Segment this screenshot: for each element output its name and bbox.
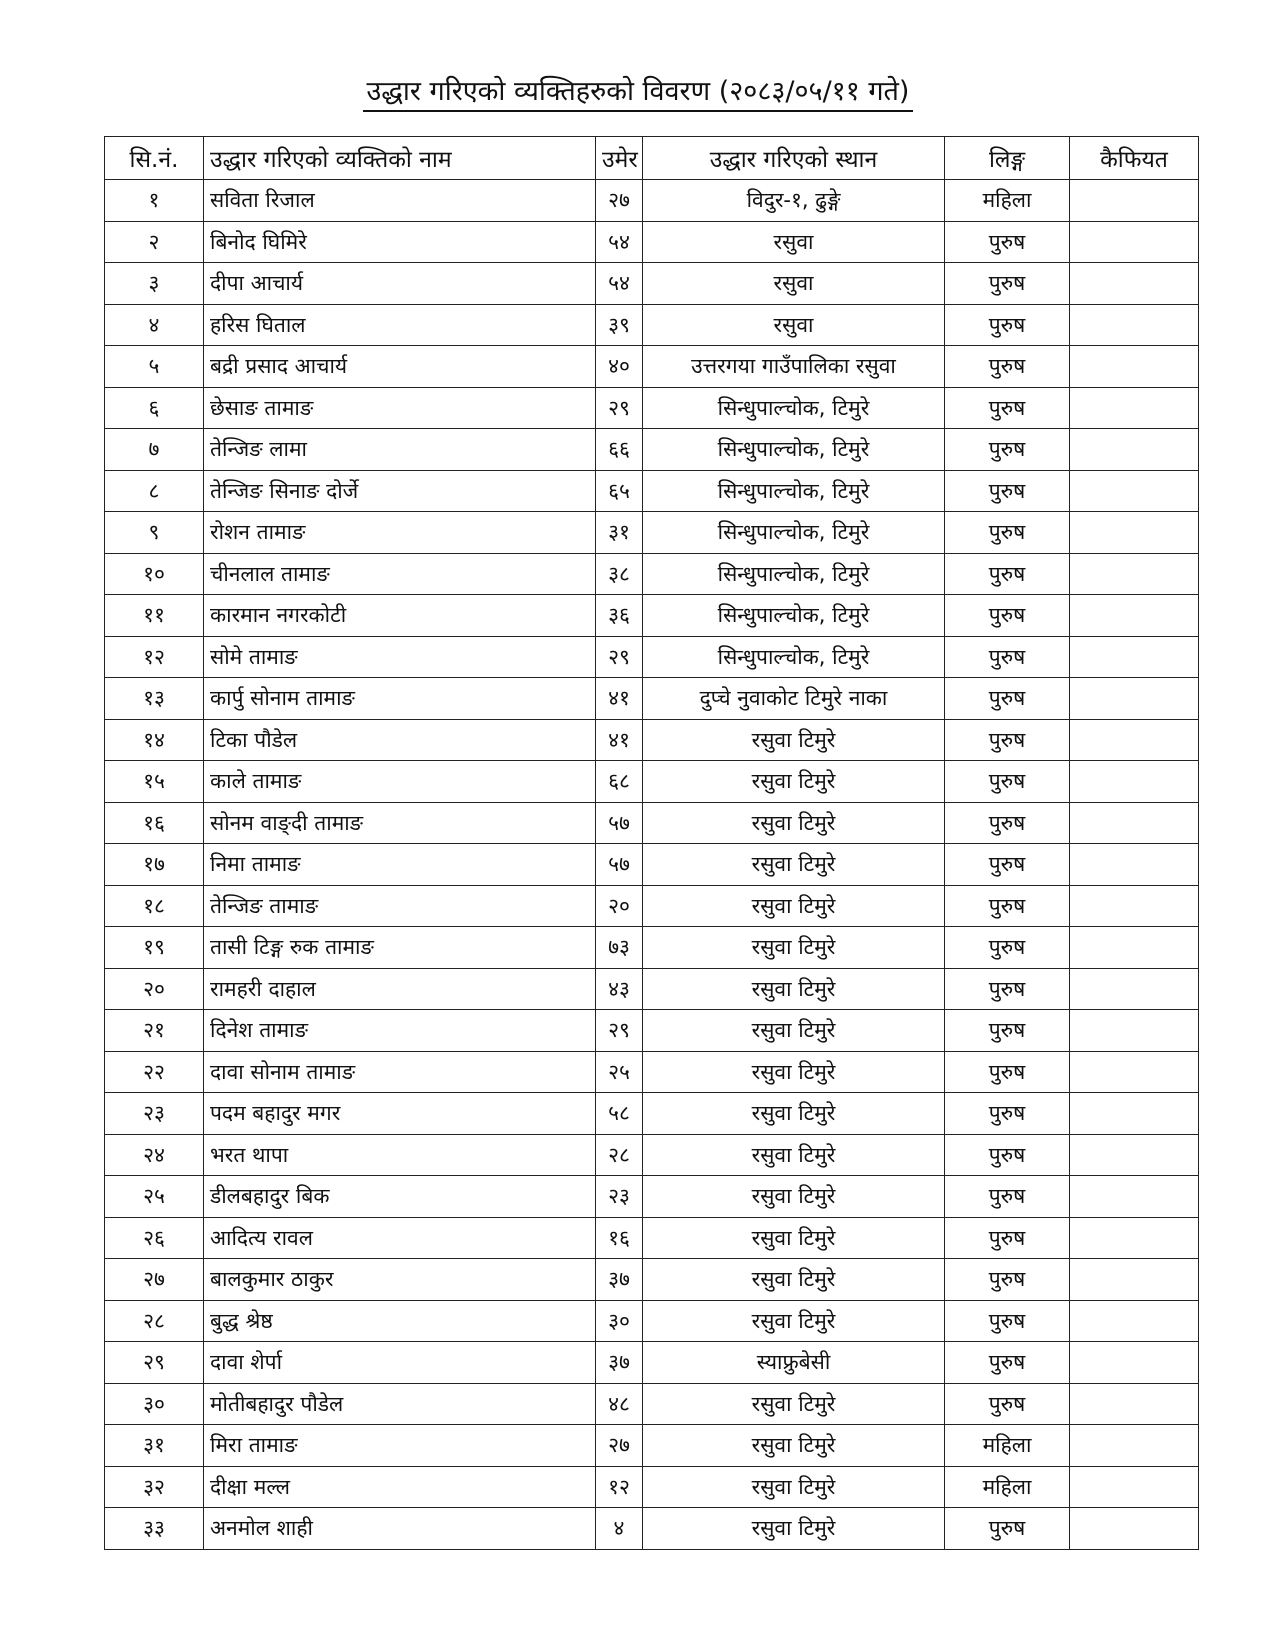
cell-gender: पुरुष xyxy=(945,1176,1070,1218)
cell-name: चीनलाल तामाङ xyxy=(204,553,596,595)
header-gender: लिङ्ग xyxy=(945,137,1070,180)
cell-name: तेन्जिङ तामाङ xyxy=(204,885,596,927)
cell-age: १२ xyxy=(596,1466,643,1508)
cell-rescue-place: सिन्धुपाल्चोक, टिमुरे xyxy=(643,387,945,429)
table-row xyxy=(105,636,1199,678)
cell-age: २९ xyxy=(596,387,643,429)
cell-serial-number: २६ xyxy=(105,1217,204,1259)
cell-gender: पुरुष xyxy=(945,346,1070,388)
cell-remarks xyxy=(1070,553,1199,595)
cell-gender: महिला xyxy=(945,180,1070,222)
cell-age: ६८ xyxy=(596,761,643,803)
cell-gender: पुरुष xyxy=(945,927,1070,969)
cell-gender: पुरुष xyxy=(945,719,1070,761)
cell-gender: पुरुष xyxy=(945,553,1070,595)
cell-name: आदित्य रावल xyxy=(204,1217,596,1259)
cell-gender: पुरुष xyxy=(945,1342,1070,1384)
cell-remarks xyxy=(1070,512,1199,554)
cell-gender: पुरुष xyxy=(945,1010,1070,1052)
cell-remarks xyxy=(1070,885,1199,927)
cell-name: बालकुमार ठाकुर xyxy=(204,1259,596,1301)
cell-rescue-place: रसुवा टिमुरे xyxy=(643,1093,945,1135)
cell-rescue-place: रसुवा टिमुरे xyxy=(643,885,945,927)
table-row xyxy=(105,387,1199,429)
cell-age: १६ xyxy=(596,1217,643,1259)
cell-rescue-place: रसुवा टिमुरे xyxy=(643,844,945,886)
cell-gender: पुरुष xyxy=(945,470,1070,512)
cell-age: २७ xyxy=(596,1425,643,1467)
cell-age: २३ xyxy=(596,1176,643,1218)
cell-rescue-place: सिन्धुपाल्चोक, टिमुरे xyxy=(643,429,945,471)
table-row xyxy=(105,844,1199,886)
cell-rescue-place: रसुवा टिमुरे xyxy=(643,1508,945,1550)
cell-serial-number: १७ xyxy=(105,844,204,886)
header-row xyxy=(105,137,1199,180)
cell-gender: पुरुष xyxy=(945,1300,1070,1342)
cell-age: ५४ xyxy=(596,263,643,305)
cell-gender: पुरुष xyxy=(945,1508,1070,1550)
cell-age: ५४ xyxy=(596,221,643,263)
cell-rescue-place: रसुवा xyxy=(643,221,945,263)
cell-serial-number: २ xyxy=(105,221,204,263)
cell-serial-number: २७ xyxy=(105,1259,204,1301)
cell-gender: पुरुष xyxy=(945,429,1070,471)
cell-name: छेसाङ तामाङ xyxy=(204,387,596,429)
cell-remarks xyxy=(1070,263,1199,305)
table-row xyxy=(105,968,1199,1010)
cell-serial-number: ६ xyxy=(105,387,204,429)
cell-name: अनमोल शाही xyxy=(204,1508,596,1550)
table-row xyxy=(105,221,1199,263)
cell-remarks xyxy=(1070,1217,1199,1259)
cell-serial-number: २२ xyxy=(105,1051,204,1093)
cell-gender: पुरुष xyxy=(945,1093,1070,1135)
cell-rescue-place: रसुवा टिमुरे xyxy=(643,1176,945,1218)
rescued-persons-table xyxy=(104,136,1199,1550)
cell-age: २५ xyxy=(596,1051,643,1093)
cell-gender: पुरुष xyxy=(945,844,1070,886)
cell-name: भरत थापा xyxy=(204,1134,596,1176)
cell-age: ३६ xyxy=(596,595,643,637)
table-body xyxy=(105,180,1199,1550)
cell-age: ३७ xyxy=(596,1342,643,1384)
table-row xyxy=(105,1466,1199,1508)
cell-age: ६५ xyxy=(596,470,643,512)
cell-age: ४० xyxy=(596,346,643,388)
cell-remarks xyxy=(1070,470,1199,512)
cell-remarks xyxy=(1070,1134,1199,1176)
header-remarks: कैफियत xyxy=(1070,137,1199,180)
cell-rescue-place: रसुवा टिमुरे xyxy=(643,1383,945,1425)
cell-rescue-place: रसुवा टिमुरे xyxy=(643,1300,945,1342)
table-row xyxy=(105,429,1199,471)
cell-gender: पुरुष xyxy=(945,512,1070,554)
cell-gender: महिला xyxy=(945,1466,1070,1508)
cell-remarks xyxy=(1070,429,1199,471)
cell-age: ४१ xyxy=(596,678,643,720)
table-header xyxy=(105,137,1199,180)
cell-gender: पुरुष xyxy=(945,761,1070,803)
cell-gender: पुरुष xyxy=(945,678,1070,720)
cell-rescue-place: रसुवा टिमुरे xyxy=(643,761,945,803)
cell-rescue-place: रसुवा टिमुरे xyxy=(643,719,945,761)
cell-serial-number: १३ xyxy=(105,678,204,720)
cell-gender: पुरुष xyxy=(945,387,1070,429)
cell-name: दीक्षा मल्ल xyxy=(204,1466,596,1508)
header-name: उद्धार गरिएको व्यक्तिको नाम xyxy=(204,137,596,180)
table-row xyxy=(105,678,1199,720)
cell-name: सविता रिजाल xyxy=(204,180,596,222)
cell-name: रामहरी दाहाल xyxy=(204,968,596,1010)
cell-name: पदम बहादुर मगर xyxy=(204,1093,596,1135)
table-row xyxy=(105,802,1199,844)
cell-name: कारमान नगरकोटी xyxy=(204,595,596,637)
cell-serial-number: ११ xyxy=(105,595,204,637)
table-row xyxy=(105,1051,1199,1093)
cell-rescue-place: रसुवा टिमुरे xyxy=(643,802,945,844)
cell-name: दावा सोनाम तामाङ xyxy=(204,1051,596,1093)
table-row xyxy=(105,1508,1199,1550)
table-row xyxy=(105,304,1199,346)
cell-remarks xyxy=(1070,1176,1199,1218)
table-row xyxy=(105,719,1199,761)
cell-age: ७३ xyxy=(596,927,643,969)
cell-age: ३७ xyxy=(596,1259,643,1301)
cell-remarks xyxy=(1070,1259,1199,1301)
cell-age: ३९ xyxy=(596,304,643,346)
cell-remarks xyxy=(1070,719,1199,761)
cell-age: ४८ xyxy=(596,1383,643,1425)
cell-name: हरिस घिताल xyxy=(204,304,596,346)
cell-name: कार्पु सोनाम तामाङ xyxy=(204,678,596,720)
table-row xyxy=(105,595,1199,637)
cell-rescue-place: रसुवा xyxy=(643,263,945,305)
cell-serial-number: ३० xyxy=(105,1383,204,1425)
cell-gender: पुरुष xyxy=(945,221,1070,263)
cell-rescue-place: उत्तरगया गाउँपालिका रसुवा xyxy=(643,346,945,388)
cell-name: सोनम वाङ्दी तामाङ xyxy=(204,802,596,844)
cell-serial-number: १ xyxy=(105,180,204,222)
cell-name: दीपा आचार्य xyxy=(204,263,596,305)
document-title: उद्धार गरिएको व्यक्तिहरुको विवरण (२०८३/०५/११ गते) xyxy=(363,74,914,112)
table-row xyxy=(105,1300,1199,1342)
table-row xyxy=(105,885,1199,927)
cell-gender: पुरुष xyxy=(945,802,1070,844)
table-row xyxy=(105,180,1199,222)
cell-name: तासी टिङ्ग रुक तामाङ xyxy=(204,927,596,969)
table-row xyxy=(105,470,1199,512)
cell-remarks xyxy=(1070,1508,1199,1550)
cell-name: सोमे तामाङ xyxy=(204,636,596,678)
cell-rescue-place: विदुर-१, ढुङ्गे xyxy=(643,180,945,222)
cell-serial-number: ४ xyxy=(105,304,204,346)
table-row xyxy=(105,553,1199,595)
cell-remarks xyxy=(1070,1425,1199,1467)
cell-rescue-place: रसुवा टिमुरे xyxy=(643,1259,945,1301)
cell-remarks xyxy=(1070,1383,1199,1425)
cell-age: ६६ xyxy=(596,429,643,471)
cell-age: २७ xyxy=(596,180,643,222)
cell-name: बुद्ध श्रेष्ठ xyxy=(204,1300,596,1342)
header-serial-number: सि.नं. xyxy=(105,137,204,180)
cell-remarks xyxy=(1070,761,1199,803)
cell-gender: पुरुष xyxy=(945,1217,1070,1259)
cell-rescue-place: रसुवा टिमुरे xyxy=(643,1051,945,1093)
cell-age: ३० xyxy=(596,1300,643,1342)
cell-gender: पुरुष xyxy=(945,304,1070,346)
cell-serial-number: १४ xyxy=(105,719,204,761)
cell-rescue-place: रसुवा टिमुरे xyxy=(643,1425,945,1467)
cell-remarks xyxy=(1070,968,1199,1010)
cell-serial-number: १५ xyxy=(105,761,204,803)
cell-rescue-place: रसुवा xyxy=(643,304,945,346)
cell-gender: पुरुष xyxy=(945,1259,1070,1301)
table-row xyxy=(105,263,1199,305)
cell-gender: पुरुष xyxy=(945,1051,1070,1093)
cell-serial-number: १० xyxy=(105,553,204,595)
cell-age: ५७ xyxy=(596,844,643,886)
table-row xyxy=(105,1425,1199,1467)
cell-age: ३१ xyxy=(596,512,643,554)
cell-remarks xyxy=(1070,304,1199,346)
cell-remarks xyxy=(1070,1466,1199,1508)
cell-age: ४३ xyxy=(596,968,643,1010)
cell-name: दिनेश तामाङ xyxy=(204,1010,596,1052)
cell-age: ३८ xyxy=(596,553,643,595)
table-row xyxy=(105,346,1199,388)
cell-rescue-place: सिन्धुपाल्चोक, टिमुरे xyxy=(643,595,945,637)
cell-serial-number: २८ xyxy=(105,1300,204,1342)
cell-serial-number: ८ xyxy=(105,470,204,512)
cell-remarks xyxy=(1070,802,1199,844)
cell-name: तेन्जिङ सिनाङ दोर्जे xyxy=(204,470,596,512)
cell-serial-number: २१ xyxy=(105,1010,204,1052)
cell-gender: पुरुष xyxy=(945,968,1070,1010)
cell-age: ५८ xyxy=(596,1093,643,1135)
cell-serial-number: ७ xyxy=(105,429,204,471)
cell-age: २९ xyxy=(596,636,643,678)
cell-remarks xyxy=(1070,346,1199,388)
table-row xyxy=(105,927,1199,969)
table-row xyxy=(105,512,1199,554)
cell-name: रोशन तामाङ xyxy=(204,512,596,554)
cell-serial-number: २३ xyxy=(105,1093,204,1135)
header-age: उमेर xyxy=(596,137,643,180)
cell-serial-number: ३ xyxy=(105,263,204,305)
cell-name: मोतीबहादुर पौडेल xyxy=(204,1383,596,1425)
cell-serial-number: ३१ xyxy=(105,1425,204,1467)
cell-age: ५७ xyxy=(596,802,643,844)
cell-name: डीलबहादुर बिक xyxy=(204,1176,596,1218)
cell-age: ४ xyxy=(596,1508,643,1550)
cell-rescue-place: रसुवा टिमुरे xyxy=(643,968,945,1010)
cell-rescue-place: रसुवा टिमुरे xyxy=(643,1217,945,1259)
cell-serial-number: २५ xyxy=(105,1176,204,1218)
cell-gender: पुरुष xyxy=(945,1134,1070,1176)
cell-name: बिनोद घिमिरे xyxy=(204,221,596,263)
cell-age: ४१ xyxy=(596,719,643,761)
table-row xyxy=(105,1259,1199,1301)
cell-serial-number: १६ xyxy=(105,802,204,844)
table-row xyxy=(105,1217,1199,1259)
cell-serial-number: ९ xyxy=(105,512,204,554)
cell-name: काले तामाङ xyxy=(204,761,596,803)
cell-serial-number: ५ xyxy=(105,346,204,388)
cell-remarks xyxy=(1070,180,1199,222)
cell-remarks xyxy=(1070,844,1199,886)
cell-rescue-place: सिन्धुपाल्चोक, टिमुरे xyxy=(643,636,945,678)
header-rescue-place: उद्धार गरिएको स्थान xyxy=(643,137,945,180)
cell-age: २८ xyxy=(596,1134,643,1176)
cell-rescue-place: रसुवा टिमुरे xyxy=(643,927,945,969)
cell-remarks xyxy=(1070,221,1199,263)
document-title-wrapper xyxy=(0,72,1276,112)
cell-remarks xyxy=(1070,1093,1199,1135)
cell-rescue-place: रसुवा टिमुरे xyxy=(643,1466,945,1508)
cell-remarks xyxy=(1070,1342,1199,1384)
cell-name: दावा शेर्पा xyxy=(204,1342,596,1384)
cell-name: निमा तामाङ xyxy=(204,844,596,886)
cell-serial-number: २४ xyxy=(105,1134,204,1176)
cell-remarks xyxy=(1070,927,1199,969)
table-row xyxy=(105,1176,1199,1218)
cell-name: मिरा तामाङ xyxy=(204,1425,596,1467)
cell-rescue-place: सिन्धुपाल्चोक, टिमुरे xyxy=(643,470,945,512)
cell-rescue-place: सिन्धुपाल्चोक, टिमुरे xyxy=(643,553,945,595)
table-row xyxy=(105,1093,1199,1135)
cell-gender: पुरुष xyxy=(945,595,1070,637)
cell-remarks xyxy=(1070,1010,1199,1052)
table-row xyxy=(105,1010,1199,1052)
cell-serial-number: २० xyxy=(105,968,204,1010)
cell-gender: पुरुष xyxy=(945,885,1070,927)
table-row xyxy=(105,1134,1199,1176)
cell-age: २० xyxy=(596,885,643,927)
cell-gender: पुरुष xyxy=(945,1383,1070,1425)
cell-remarks xyxy=(1070,1051,1199,1093)
cell-serial-number: २९ xyxy=(105,1342,204,1384)
table-row xyxy=(105,1342,1199,1384)
cell-rescue-place: दुप्चे नुवाकोट टिमुरे नाका xyxy=(643,678,945,720)
cell-serial-number: १९ xyxy=(105,927,204,969)
table-row xyxy=(105,761,1199,803)
cell-rescue-place: सिन्धुपाल्चोक, टिमुरे xyxy=(643,512,945,554)
cell-gender: पुरुष xyxy=(945,263,1070,305)
cell-name: तेन्जिङ लामा xyxy=(204,429,596,471)
cell-serial-number: ३२ xyxy=(105,1466,204,1508)
cell-remarks xyxy=(1070,678,1199,720)
cell-rescue-place: स्याफ्रुबेसी xyxy=(643,1342,945,1384)
cell-gender: पुरुष xyxy=(945,636,1070,678)
cell-remarks xyxy=(1070,1300,1199,1342)
cell-remarks xyxy=(1070,595,1199,637)
cell-serial-number: १८ xyxy=(105,885,204,927)
cell-name: टिका पौडेल xyxy=(204,719,596,761)
cell-rescue-place: रसुवा टिमुरे xyxy=(643,1134,945,1176)
cell-gender: महिला xyxy=(945,1425,1070,1467)
cell-remarks xyxy=(1070,387,1199,429)
cell-serial-number: १२ xyxy=(105,636,204,678)
cell-name: बद्री प्रसाद आचार्य xyxy=(204,346,596,388)
cell-rescue-place: रसुवा टिमुरे xyxy=(643,1010,945,1052)
cell-serial-number: ३३ xyxy=(105,1508,204,1550)
cell-age: २९ xyxy=(596,1010,643,1052)
table-row xyxy=(105,1383,1199,1425)
cell-remarks xyxy=(1070,636,1199,678)
